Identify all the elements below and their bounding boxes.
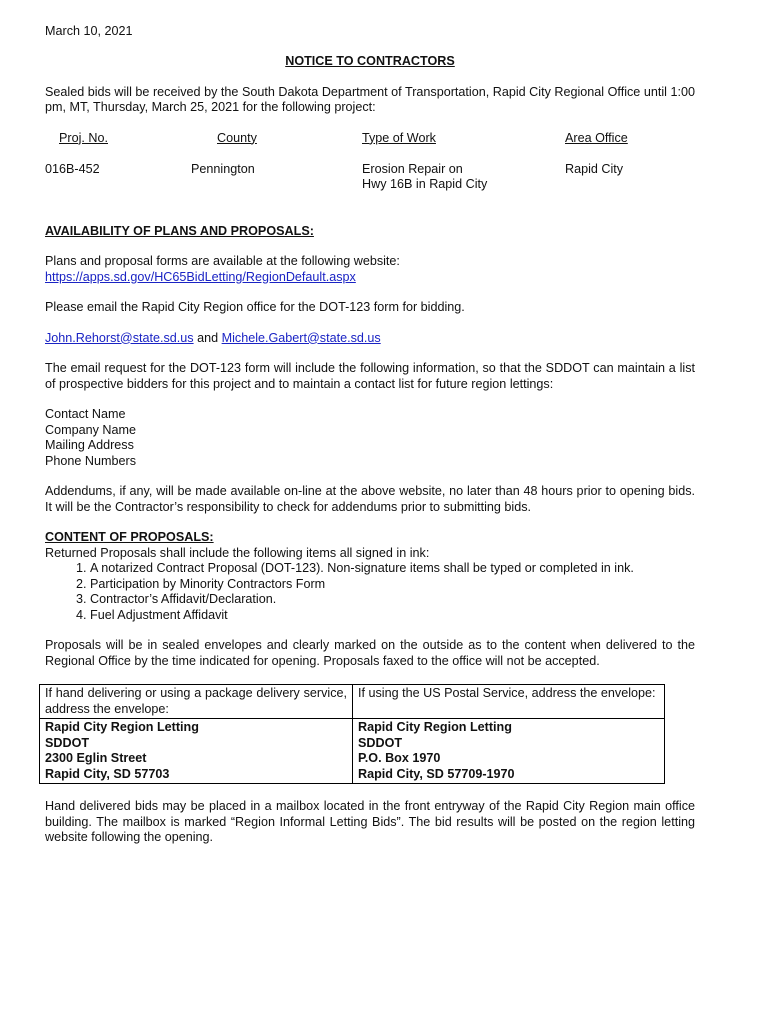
address-line: Rapid City, SD 57703 bbox=[45, 766, 170, 781]
address-line: 2300 Eglin Street bbox=[45, 751, 147, 765]
intro-paragraph: Sealed bids will be received by the South Dakota Department of Transportation, Rapid City Regional Office until 1:00 pm, MT, Thursday, March 25, 2021 for the following project: bbox=[45, 84, 695, 114]
address-line: SDDOT bbox=[45, 735, 90, 750]
content-item: 4. Fuel Adjustment Affidavit bbox=[90, 608, 695, 624]
content-heading: CONTENT OF PROPOSALS: bbox=[45, 530, 214, 544]
address-table bbox=[39, 684, 665, 784]
content-item: 2. Participation by Minority Contractors Form bbox=[90, 577, 695, 593]
availability-heading: AVAILABILITY OF PLANS AND PROPOSALS: bbox=[45, 223, 314, 238]
header-type-of-work: Type of Work bbox=[362, 130, 436, 145]
plans-website-link[interactable]: https://apps.sd.gov/HC65BidLetting/RegionDefault.aspx bbox=[45, 269, 356, 284]
notice-title: NOTICE TO CONTRACTORS bbox=[285, 54, 455, 68]
type-of-work-value bbox=[362, 162, 487, 193]
content-intro: Returned Proposals shall include the following items all signed in ink: bbox=[45, 545, 430, 560]
contact-fields-list bbox=[45, 407, 695, 469]
contact-field-item: Contact Name bbox=[45, 407, 126, 421]
email-request-text: Please email the Rapid City Region office for the DOT-123 form for bidding. bbox=[45, 300, 465, 314]
address-line: Rapid City Region Letting bbox=[358, 720, 512, 734]
address-line: SDDOT bbox=[358, 735, 403, 750]
address-table-header-row bbox=[40, 685, 665, 719]
address-line: Rapid City, SD 57709-1970 bbox=[358, 766, 515, 781]
contact-field-item: Phone Numbers bbox=[45, 453, 137, 468]
address-line: Rapid City Region Letting bbox=[45, 720, 199, 734]
project-table-row bbox=[45, 162, 695, 194]
header-county: County bbox=[217, 130, 257, 145]
content-item: 1. A notarized Contract Proposal (DOT-123). Non-signature items shall be typed or completed in ink. bbox=[90, 561, 695, 577]
hand-delivery-instructions: If hand delivering or using a package delivery service, address the envelope: bbox=[40, 685, 353, 719]
email-and-text: and bbox=[193, 330, 222, 345]
content-items-list bbox=[45, 561, 695, 623]
closing-paragraph: Hand delivered bids may be placed in a mailbox located in the front entryway of the Rapid City Region main office building. The mailbox is marked “Region Informal Letting Bids”. The bid results will be posted on the region letting website following the opening. bbox=[45, 799, 695, 844]
area-office-value: Rapid City bbox=[565, 161, 624, 176]
project-table-header bbox=[45, 131, 695, 147]
addendums-paragraph: Addendums, if any, will be made available on-line at the above website, no later than 48 hours prior to opening bids. It will be the Contractor’s responsibility to check for addendums prior to submitting bids. bbox=[45, 484, 695, 514]
document-page bbox=[45, 24, 695, 846]
address-table-address-row bbox=[40, 719, 665, 784]
postal-address bbox=[353, 719, 665, 784]
header-area-office: Area Office bbox=[565, 130, 628, 145]
header-proj-no: Proj. No. bbox=[59, 130, 108, 145]
proj-no-value: 016B-452 bbox=[45, 161, 100, 176]
availability-line: Plans and proposal forms are available at the following website: bbox=[45, 254, 400, 268]
type-of-work-line2: Hwy 16B in Rapid City bbox=[362, 177, 488, 191]
email-info-paragraph: The email request for the DOT-123 form will include the following information, so that the SDDOT can maintain a list of prospective bidders for this project and to maintain a contact list for future region lettings: bbox=[45, 361, 695, 391]
sealed-envelopes-paragraph: Proposals will be in sealed envelopes and clearly marked on the outside as to the content when delivered to the Regional Office by the time indicated for opening. Proposals faxed to the office will not be accepted. bbox=[45, 638, 695, 668]
contact-field-item: Company Name bbox=[45, 422, 136, 437]
email-link-rehorst[interactable]: John.Rehorst@state.sd.us bbox=[45, 330, 194, 345]
county-value: Pennington bbox=[191, 161, 255, 176]
type-of-work-line1: Erosion Repair on bbox=[362, 161, 463, 176]
postal-instructions: If using the US Postal Service, address the envelope: bbox=[353, 685, 665, 719]
notice-date: March 10, 2021 bbox=[45, 24, 133, 38]
hand-delivery-address bbox=[40, 719, 353, 784]
email-links bbox=[45, 331, 695, 347]
content-item: 3. Contractor’s Affidavit/Declaration. bbox=[90, 592, 695, 608]
email-link-gabert[interactable]: Michele.Gabert@state.sd.us bbox=[221, 330, 381, 345]
contact-field-item: Mailing Address bbox=[45, 438, 134, 452]
address-line: P.O. Box 1970 bbox=[358, 751, 441, 765]
